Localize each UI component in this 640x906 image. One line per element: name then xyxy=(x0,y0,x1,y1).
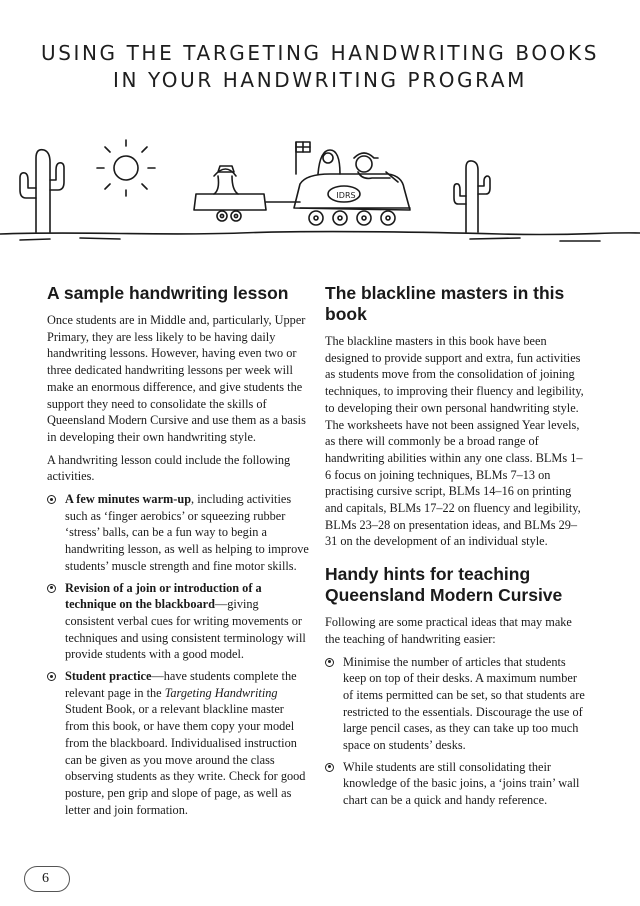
activities-list xyxy=(47,491,309,818)
bullet-icon xyxy=(47,584,56,593)
bullet-icon xyxy=(325,658,334,667)
blackline-paragraph: The blackline masters in this book have been designed to provide support and extra, fun activities as students move from the consolidation of joining techniques, to improving their fluency and legibility, to developing their own personal handwriting style. The worksheets have not been assigned Year levels, as there will commonly be a broad range of handwriting abilities within any one class. BLMs 1–6 focus on joining techniques, BLMs 7–13 on practising cursive script, BLMs 14–16 on printing and capitals, BLMs 17–22 on fluency and legibility, BLMs 23–28 on presentation ideas, and BLMs 29–31 on the development of an individual style. xyxy=(325,334,584,549)
item-bold: A few minutes warm-up xyxy=(65,492,192,507)
list-item xyxy=(47,580,309,664)
title-line-2: IN YOUR HANDWRITING PROGRAM xyxy=(113,68,527,92)
page-number: 6 xyxy=(24,866,70,892)
cactus-right-icon xyxy=(454,161,490,232)
hints-lead: Following are some practical ideas that may make the teaching of handwriting easier: xyxy=(325,615,572,646)
item-bold: Student practice xyxy=(65,669,152,684)
lesson-lead: A handwriting lesson could include the following activities. xyxy=(47,452,291,484)
section-heading-blackline-masters: The blackline masters in this book xyxy=(325,283,565,324)
section-heading-handy-hints: Handy hints for teaching Queensland Modern Cursive xyxy=(325,564,563,606)
item-text: —giving consistent verbal cues for writing movements or techniques and using consistent terminology will provide students with a good model. xyxy=(65,597,306,662)
list-item xyxy=(47,491,309,575)
bullet-icon xyxy=(47,495,56,504)
intro-paragraph: Once students are in Middle and, particularly, Upper Primary, they are less likely to be having daily handwriting lessons. However, having even two or three dedicated handwriting lessons per week will make an enormous difference, and give students the support they need to consolidate the skills of Queensland Modern Cursive and use them as a basis in developing their own handwriting style. xyxy=(47,313,306,444)
title-line-1: USING THE TARGETING HANDWRITING BOOKS xyxy=(40,41,600,65)
trailer-icon xyxy=(194,166,300,221)
car-badge-text: IDRS xyxy=(336,191,356,200)
item-bold: Revision of a join or introduction of a technique on the blackboard xyxy=(65,580,262,612)
cactus-left-icon xyxy=(20,150,64,232)
right-column xyxy=(325,283,587,815)
left-column xyxy=(47,283,309,824)
list-item xyxy=(325,759,587,809)
bullet-icon xyxy=(47,672,56,681)
sun-icon xyxy=(97,140,155,196)
item-text: Student Book, or a relevant blackline master from this book, or have them copy your model from the blackboard. Individualised instruction can be given as you move around the class observing students as they write. Check for good posture, pen grip and slope of page, as well as letter and join formation. xyxy=(65,702,306,817)
page-title xyxy=(0,40,640,94)
list-item xyxy=(47,668,309,818)
desert-car-illustration xyxy=(0,128,640,248)
list-item xyxy=(325,654,587,754)
car-icon xyxy=(294,142,410,225)
section-heading-sample-lesson: A sample handwriting lesson xyxy=(47,283,289,303)
item-text: While students are still consolidating their knowledge of the basic joins, a ‘joins train’ wall chart can be a quick and handy reference. xyxy=(343,759,580,808)
item-italic: Targeting Handwriting xyxy=(164,685,278,700)
item-text: , including activities such as ‘finger aerobics’ or squeezing rubber ‘stress’ balls, can be a fun way to begin a handwriting lesson, as well as helping to improve students’ muscle strength and fine motor skills. xyxy=(65,492,309,573)
item-text: Minimise the number of articles that students keep on top of their desks. A maximum number of items permitted can be set, so that students are restricted to the essentials. Discourage the use of large pencil cases, as they can take up too much space on students’ desks. xyxy=(343,654,585,753)
bullet-icon xyxy=(325,763,334,772)
item-text: —have students complete the relevant page in the xyxy=(65,669,297,700)
hints-list xyxy=(325,654,587,809)
